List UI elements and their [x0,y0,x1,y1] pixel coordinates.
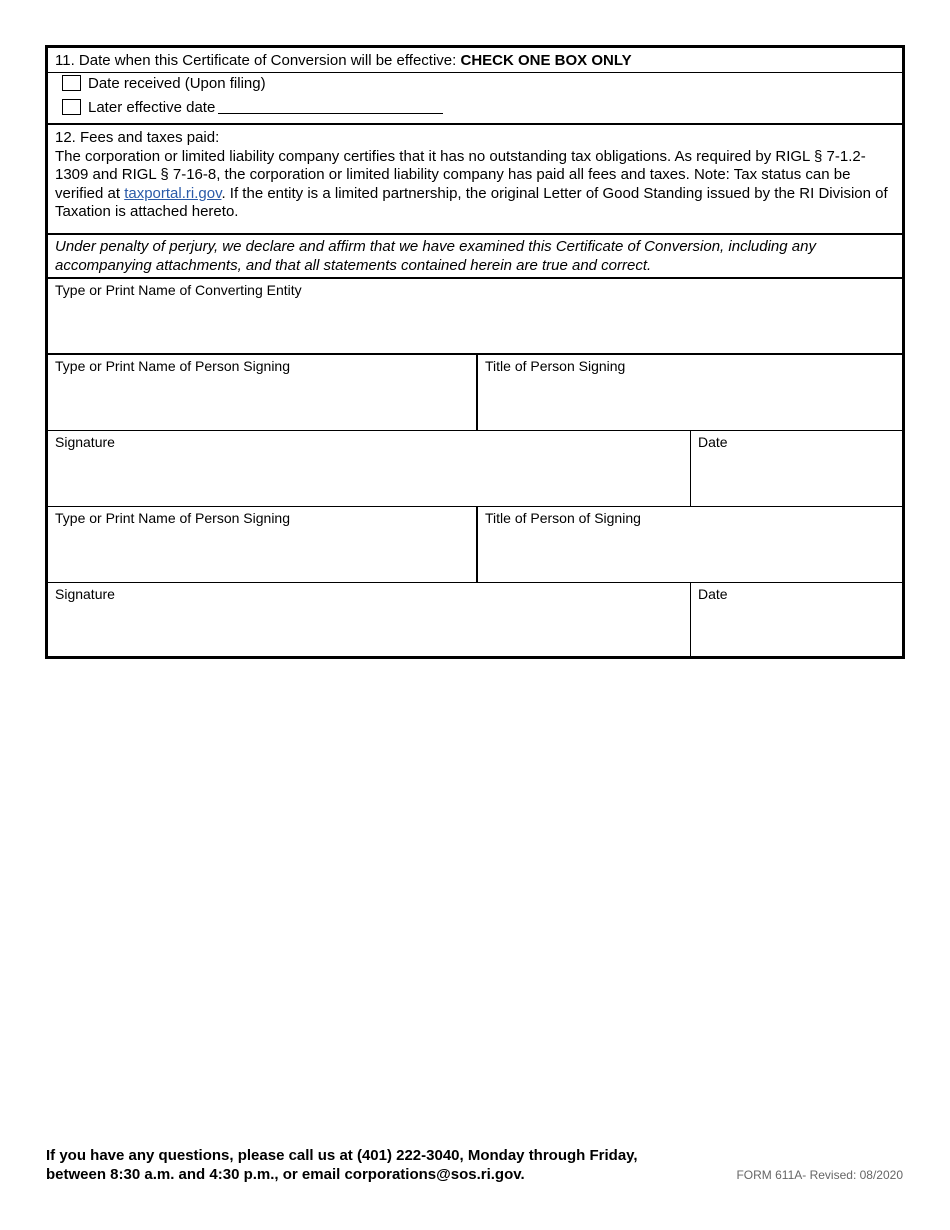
person-2-title-label: Title of Person of Signing [485,510,641,526]
entity-name-label: Type or Print Name of Converting Entity [55,282,302,298]
section-11-options [48,73,902,125]
contact-footer [46,1146,638,1184]
person-1-title-field[interactable] [478,355,902,430]
signature-1-row [48,431,902,507]
penalty-text: Under penalty of perjury, we declare and affirm that we have examined this Certificate of Conversion, including any accompanying attachments, and that all statements contained herein are true and correct. [55,238,816,274]
section-12 [48,125,902,235]
date-1-label: Date [698,434,728,450]
signature-2-label: Signature [55,586,115,602]
signature-2-row [48,583,902,656]
date-1-field[interactable] [691,431,902,506]
section-12-text [55,129,896,222]
signature-1-field[interactable] [48,431,690,506]
section-11-label: 11. Date when this Certificate of Conversion will be effective: [55,52,461,69]
person-1-row [48,355,902,431]
date-2-label: Date [698,586,728,602]
person-1-name-field[interactable] [48,355,476,430]
person-2-title-field[interactable] [478,507,902,582]
certificate-form [45,45,905,659]
option-later-effective-date [62,99,443,119]
entity-name-field[interactable] [48,279,902,355]
date-received-checkbox[interactable] [62,75,81,91]
taxportal-link[interactable]: taxportal.ri.gov [124,184,222,202]
penalty-statement [48,235,902,279]
signature-1-label: Signature [55,434,115,450]
person-1-title-label: Title of Person Signing [485,358,626,374]
section-12-body-end: . If the entity is a limited partnership, the original Letter of Good Standing issued by the RI Division of Taxation is attached hereto. [55,184,888,220]
footer-line-2: between 8:30 a.m. and 4:30 p.m., or email corporations@sos.ri.gov. [46,1166,525,1183]
section-12-heading: 12. Fees and taxes paid: [55,129,220,146]
person-2-name-field[interactable] [48,507,476,582]
date-received-label: Date received (Upon filing) [88,75,266,92]
option-date-received [62,75,266,95]
person-2-name-label: Type or Print Name of Person Signing [55,510,291,526]
person-2-row [48,507,902,583]
signature-2-field[interactable] [48,583,690,656]
later-effective-date-checkbox[interactable] [62,99,81,115]
person-1-name-label: Type or Print Name of Person Signing [55,358,291,374]
section-11-header [48,48,902,73]
later-effective-date-label: Later effective date [88,99,216,116]
section-11-instruction: CHECK ONE BOX ONLY [460,52,632,69]
footer-line-1: If you have any questions, please call us at (401) 222-3040, Monday through Friday, [46,1147,638,1164]
section-12-body: The corporation or limited liability company certifies that it has no outstanding tax obligations. As required by RIGL § 7-1.2-1309 and RIGL § 7-16-8, the corporation or limited liability company has paid all fees and taxes. Note: Tax status can be verified at [55,147,866,202]
date-2-field[interactable] [691,583,902,656]
form-revision-id: FORM 611A- Revised: 08/2020 [736,1168,903,1182]
section-11-title [55,52,632,70]
later-effective-date-field[interactable] [218,99,443,114]
